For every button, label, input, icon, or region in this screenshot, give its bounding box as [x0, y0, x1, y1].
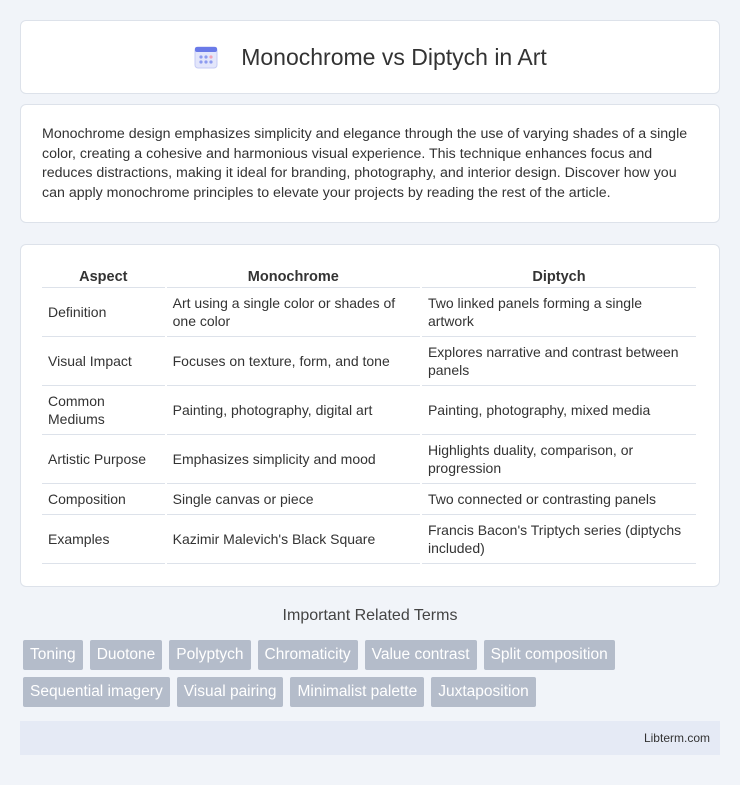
- table-cell: Artistic Purpose: [42, 435, 165, 484]
- intro-paragraph: Monochrome design emphasizes simplicity and elegance through the use of varying shades of a single color, creating a cohesive and harmonious visual experience. This technique enhances focus and reduces distractions, making it ideal for branding, photography, and interior design. Discover how you can apply monochrome principles to elevate your projects by reading the rest of the article.: [42, 126, 688, 201]
- intro-card: [20, 104, 720, 223]
- footer: [20, 721, 720, 755]
- tag-juxtaposition[interactable]: Juxtaposition: [431, 677, 535, 707]
- table-cell: Francis Bacon's Triptych series (diptychs included): [422, 515, 696, 564]
- tag-split-composition[interactable]: Split composition: [484, 640, 615, 670]
- table-cell: Focuses on texture, form, and tone: [167, 337, 420, 386]
- table-cell: Composition: [42, 484, 165, 515]
- table-cell: Two linked panels forming a single artwork: [422, 288, 696, 337]
- table-cell: Single canvas or piece: [167, 484, 420, 515]
- table-row: [42, 337, 696, 386]
- tag-polyptych[interactable]: Polyptych: [169, 640, 250, 670]
- table-row: [42, 484, 696, 515]
- table-cell: Highlights duality, comparison, or progression: [422, 435, 696, 484]
- table-header-row: [42, 266, 696, 288]
- table-cell: Emphasizes simplicity and mood: [167, 435, 420, 484]
- table-cell: Art using a single color or shades of one color: [167, 288, 420, 337]
- table-cell: Visual Impact: [42, 337, 165, 386]
- tag-visual-pairing[interactable]: Visual pairing: [177, 677, 284, 707]
- tag-value-contrast[interactable]: Value contrast: [365, 640, 477, 670]
- calendar-grid-icon: [193, 44, 219, 70]
- table-cell: Painting, photography, mixed media: [422, 386, 696, 435]
- table-cell: Kazimir Malevich's Black Square: [167, 515, 420, 564]
- tag-toning[interactable]: Toning: [23, 640, 83, 670]
- tag-sequential-imagery[interactable]: Sequential imagery: [23, 677, 170, 707]
- table-row: [42, 288, 696, 337]
- tag-chromaticity[interactable]: Chromaticity: [258, 640, 358, 670]
- table-row: [42, 515, 696, 564]
- footer-site-link[interactable]: Libterm.com: [643, 731, 710, 745]
- table-cell: Definition: [42, 288, 165, 337]
- related-terms-title: Important Related Terms: [282, 607, 458, 624]
- tag-duotone[interactable]: Duotone: [90, 640, 163, 670]
- table-cell: Two connected or contrasting panels: [422, 484, 696, 515]
- comparison-table: [40, 266, 698, 564]
- table-cell: Painting, photography, digital art: [167, 386, 420, 435]
- table-cell: Common Mediums: [42, 386, 165, 435]
- comparison-card: [20, 244, 720, 587]
- related-terms-list: [23, 640, 723, 707]
- tag-minimalist-palette[interactable]: Minimalist palette: [290, 677, 424, 707]
- table-row: [42, 386, 696, 435]
- column-header-diptych: Diptych: [422, 266, 696, 288]
- header-card: [20, 20, 720, 94]
- column-header-monochrome: Monochrome: [167, 266, 420, 288]
- table-row: [42, 435, 696, 484]
- table-cell: Examples: [42, 515, 165, 564]
- column-header-aspect: Aspect: [42, 266, 165, 288]
- page-title: Monochrome vs Diptych in Art: [241, 43, 547, 70]
- table-cell: Explores narrative and contrast between panels: [422, 337, 696, 386]
